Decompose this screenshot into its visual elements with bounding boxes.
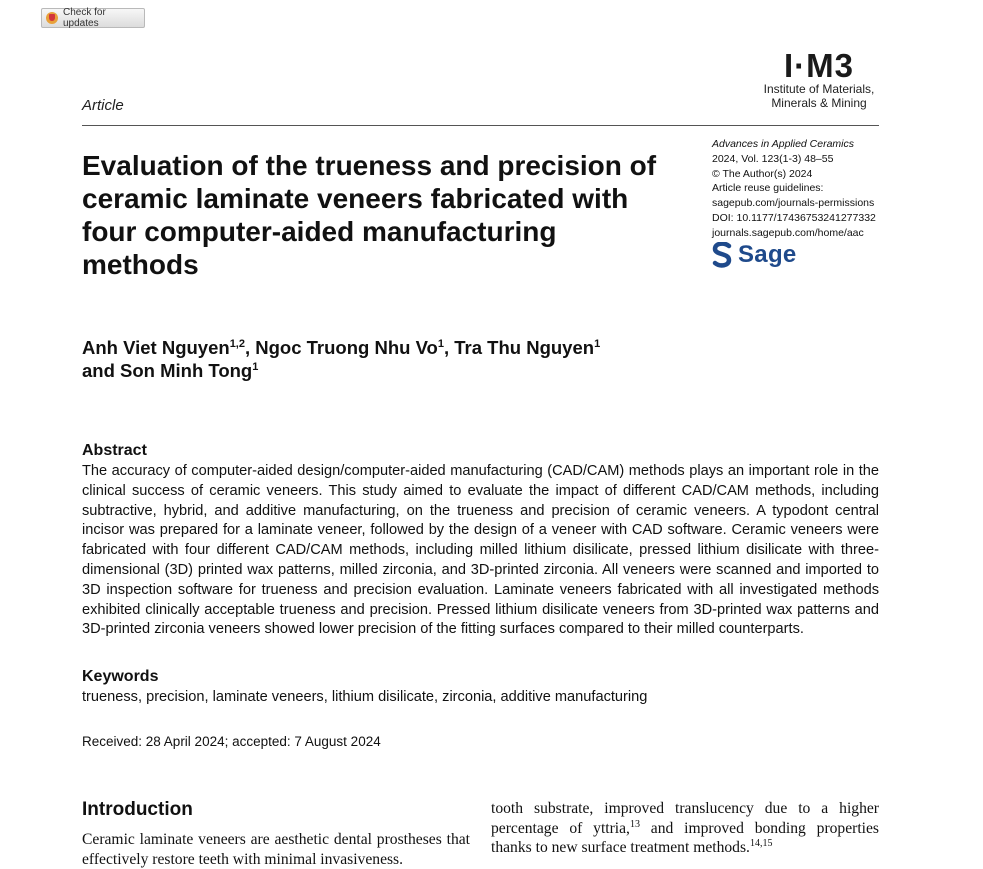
keywords-heading: Keywords [82,668,159,685]
logo-line-2: Minerals & Mining [771,96,867,110]
article-title: Evaluation of the trueness and precision of ceramic laminate veneers fabricated with four computer-aided manufacturing methods [82,150,657,280]
check-for-updates-label: Check for updates [63,7,106,29]
abstract-text: The accuracy of computer-aided design/computer-aided manufacturing (CAD/CAM) methods plays an important role in the clinical success of ceramic veneers. This study aimed to evaluate the impact of different CAD/CAM methods, including subtractive, hybrid, and additive manufacturing, on the trueness and precision of ceramic veneers. A typodont central incisor was prepared for a laminate veneer, followed by the design of a veneer with CAD software. Ceramic veneers were fabricated with four different CAD/CAM methods, including milled lithium disilicate, pressed lithium disilicate with three-dimensional (3D) printed wax patterns, milled zirconia, and 3D-printed zirconia. All veneers were scanned and imported to 3D inspection software for trueness and precision evaluation. Laminate veneers fabricated with all investigated methods exhibited clinically acceptable trueness and precision. Pressed lithium disilicate veneers from 3D-printed wax patterns and 3D-printed zirconia veneers showed lower precision of the fitting surfaces compared to their milled counterparts. [82,463,879,638]
right-column-part-1: tooth substrate, improved translucency due to a higher percentage of yttria, [491,800,879,837]
header-divider [82,125,879,126]
author-separator: , [443,337,455,358]
abstract-heading: Abstract [82,442,147,459]
doi-link[interactable]: DOI: 10.1177/17436753241277332 [712,211,876,224]
received-dates: Received: 28 April 2024; accepted: 7 August 2024 [82,734,381,749]
copyright: © The Author(s) 2024 [712,167,813,180]
introduction-text: Ceramic laminate veneers are aesthetic dental prostheses that effectively restore teeth with minimal invasiveness. [82,831,470,868]
author-name[interactable]: Son Minh Tong [120,360,253,381]
introduction-heading: Introduction [82,799,193,820]
author-list [82,336,702,382]
sage-s-icon [712,242,732,268]
author-affiliation: 1 [437,337,444,350]
sage-logo [712,242,797,268]
right-column-text [491,799,879,858]
logo-mark: I·M3 [784,47,854,84]
author-affiliation: 1 [252,360,259,373]
author-affiliation: 1,2 [229,337,245,350]
article-type-label: Article [82,97,124,114]
author-affiliation: 1 [594,337,601,350]
citation-ref[interactable]: 14,15 [749,837,773,849]
logo-line-1: Institute of Materials, [763,82,875,96]
author-name[interactable]: Tra Thu Nguyen [454,337,595,358]
journal-name: Advances in Applied Ceramics [712,138,855,150]
journal-volume: 2024, Vol. 123(1-3) 48–55 [712,152,834,165]
author-name[interactable]: Anh Viet Nguyen [82,337,230,358]
sage-wordmark: Sage [738,241,797,268]
check-for-updates-button[interactable] [41,8,145,28]
citation-ref[interactable]: 13 [629,818,640,830]
journal-link[interactable]: journals.sagepub.com/home/aac [712,226,864,239]
journal-metadata [712,137,876,241]
author-conjunction: and [82,360,121,381]
crossmark-icon [46,12,58,24]
reuse-link[interactable]: sagepub.com/journals-permissions [712,197,875,210]
right-column-part-2: and improved bonding properties thanks to new surface treatment methods. [491,819,879,856]
author-separator: , [244,337,256,358]
keywords-text: trueness, precision, laminate veneers, lithium disilicate, zirconia, additive manufacturing [82,689,648,705]
reuse-label: Article reuse guidelines: [712,182,824,195]
iom3-logo [758,47,880,110]
author-name[interactable]: Ngoc Truong Nhu Vo [255,337,438,358]
